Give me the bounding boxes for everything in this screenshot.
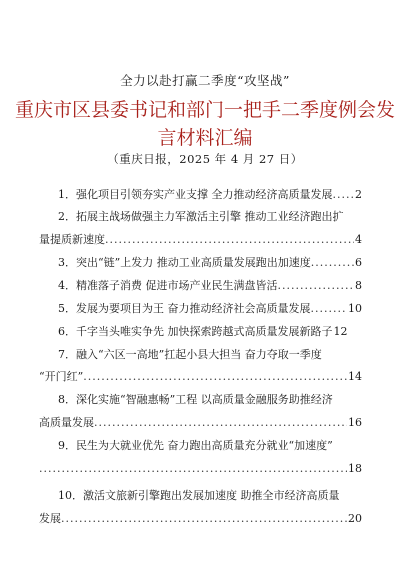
toc-entry-title: 8．深化实施“智融惠畅”工程 以高质量金融服务助推经济: [58, 393, 333, 406]
toc-entry-title: 4．精准落子消费 促进市场产业民生满盘皆活: [58, 279, 278, 292]
toc-leader-dots: [39, 458, 347, 480]
toc-leader-dots: [94, 412, 347, 434]
toc-page-number: 20: [348, 512, 362, 525]
toc-entry-1[interactable]: [58, 184, 362, 206]
toc-entry-title: 6．千字当头唯实争先 加快探索跨越式高质量发展新路子: [58, 325, 333, 338]
toc-entry-5[interactable]: [58, 298, 362, 320]
document-dateline: （重庆日报，2025 年 4 月 27 日）: [107, 152, 303, 166]
toc-entry-8-continuation[interactable]: [39, 412, 362, 434]
toc-entry-title-continued: 量提质新速度: [39, 233, 105, 246]
toc-entry-title: 1．强化项目引领夯实产业支撑 全力推动经济高质量发展: [58, 188, 333, 201]
toc-leader-dots: [61, 508, 347, 530]
document-title-line-2: 言材料汇编: [157, 127, 253, 149]
toc-entry-2-continuation[interactable]: [39, 229, 362, 251]
toc-page-number: 8: [355, 279, 362, 292]
toc-page-number: 10: [348, 302, 362, 315]
toc-entry-title: 9．民生为大就业优先 奋力跑出高质量充分就业“加速度”: [58, 439, 333, 452]
toc-leader-dots: [105, 229, 354, 251]
toc-entry-8[interactable]: [58, 389, 362, 411]
toc-leader-dots: [311, 298, 348, 320]
toc-entry-title-continued: 高质量发展: [39, 416, 94, 429]
toc-page-number: 6: [355, 256, 362, 269]
toc-entry-6[interactable]: [58, 321, 362, 343]
toc-entry-title: 3．突出“链”上发力 推动工业高质量发展跑出加速度: [58, 256, 311, 269]
toc-entry-title: 2．拓展主战场做强主力军激活主引擎 推动工业经济跑出扩: [58, 210, 344, 223]
toc-page-number: 18: [348, 462, 362, 475]
toc-leader-dots: [333, 184, 355, 206]
toc-entry-2[interactable]: [58, 206, 362, 228]
toc-page-number: 14: [348, 370, 362, 383]
toc-page-number: 16: [348, 416, 362, 429]
toc-leader-dots: [278, 275, 355, 297]
toc-page-number: 4: [355, 233, 362, 246]
document-title-line-1: 重庆市区县委书记和部门一把手二季度例会发: [14, 99, 395, 121]
toc-entry-9-continuation[interactable]: [39, 458, 362, 480]
toc-entry-7[interactable]: [58, 344, 362, 366]
toc-entry-4[interactable]: [58, 275, 362, 297]
toc-entry-title-continued: “开门红”: [39, 370, 84, 383]
toc-entry-title: 7．融入“六区一高地”扛起小县大担当 奋力夺取一季度: [58, 348, 322, 361]
toc-leader-dots: [83, 366, 347, 388]
toc-entry-3[interactable]: [58, 252, 362, 274]
toc-entry-10-continuation[interactable]: [39, 508, 362, 530]
toc-entry-title: 5．发展为要项目为王 奋力推动经济社会高质量发展: [58, 302, 311, 315]
document-subtitle: 全力以赴打赢二季度“攻坚战”: [120, 73, 290, 88]
toc-entry-title-continued: 发展: [39, 512, 61, 525]
toc-page-number: 12: [333, 325, 348, 338]
toc-page-number: 2: [355, 188, 362, 201]
toc-entry-9[interactable]: [58, 435, 362, 457]
toc-entry-10[interactable]: [58, 485, 362, 507]
toc-leader-dots: [311, 252, 354, 274]
toc-entry-title: 10．激活文旅新引擎跑出发展加速度 助推全市经济高质量: [58, 489, 340, 502]
toc-entry-7-continuation[interactable]: [39, 366, 362, 388]
